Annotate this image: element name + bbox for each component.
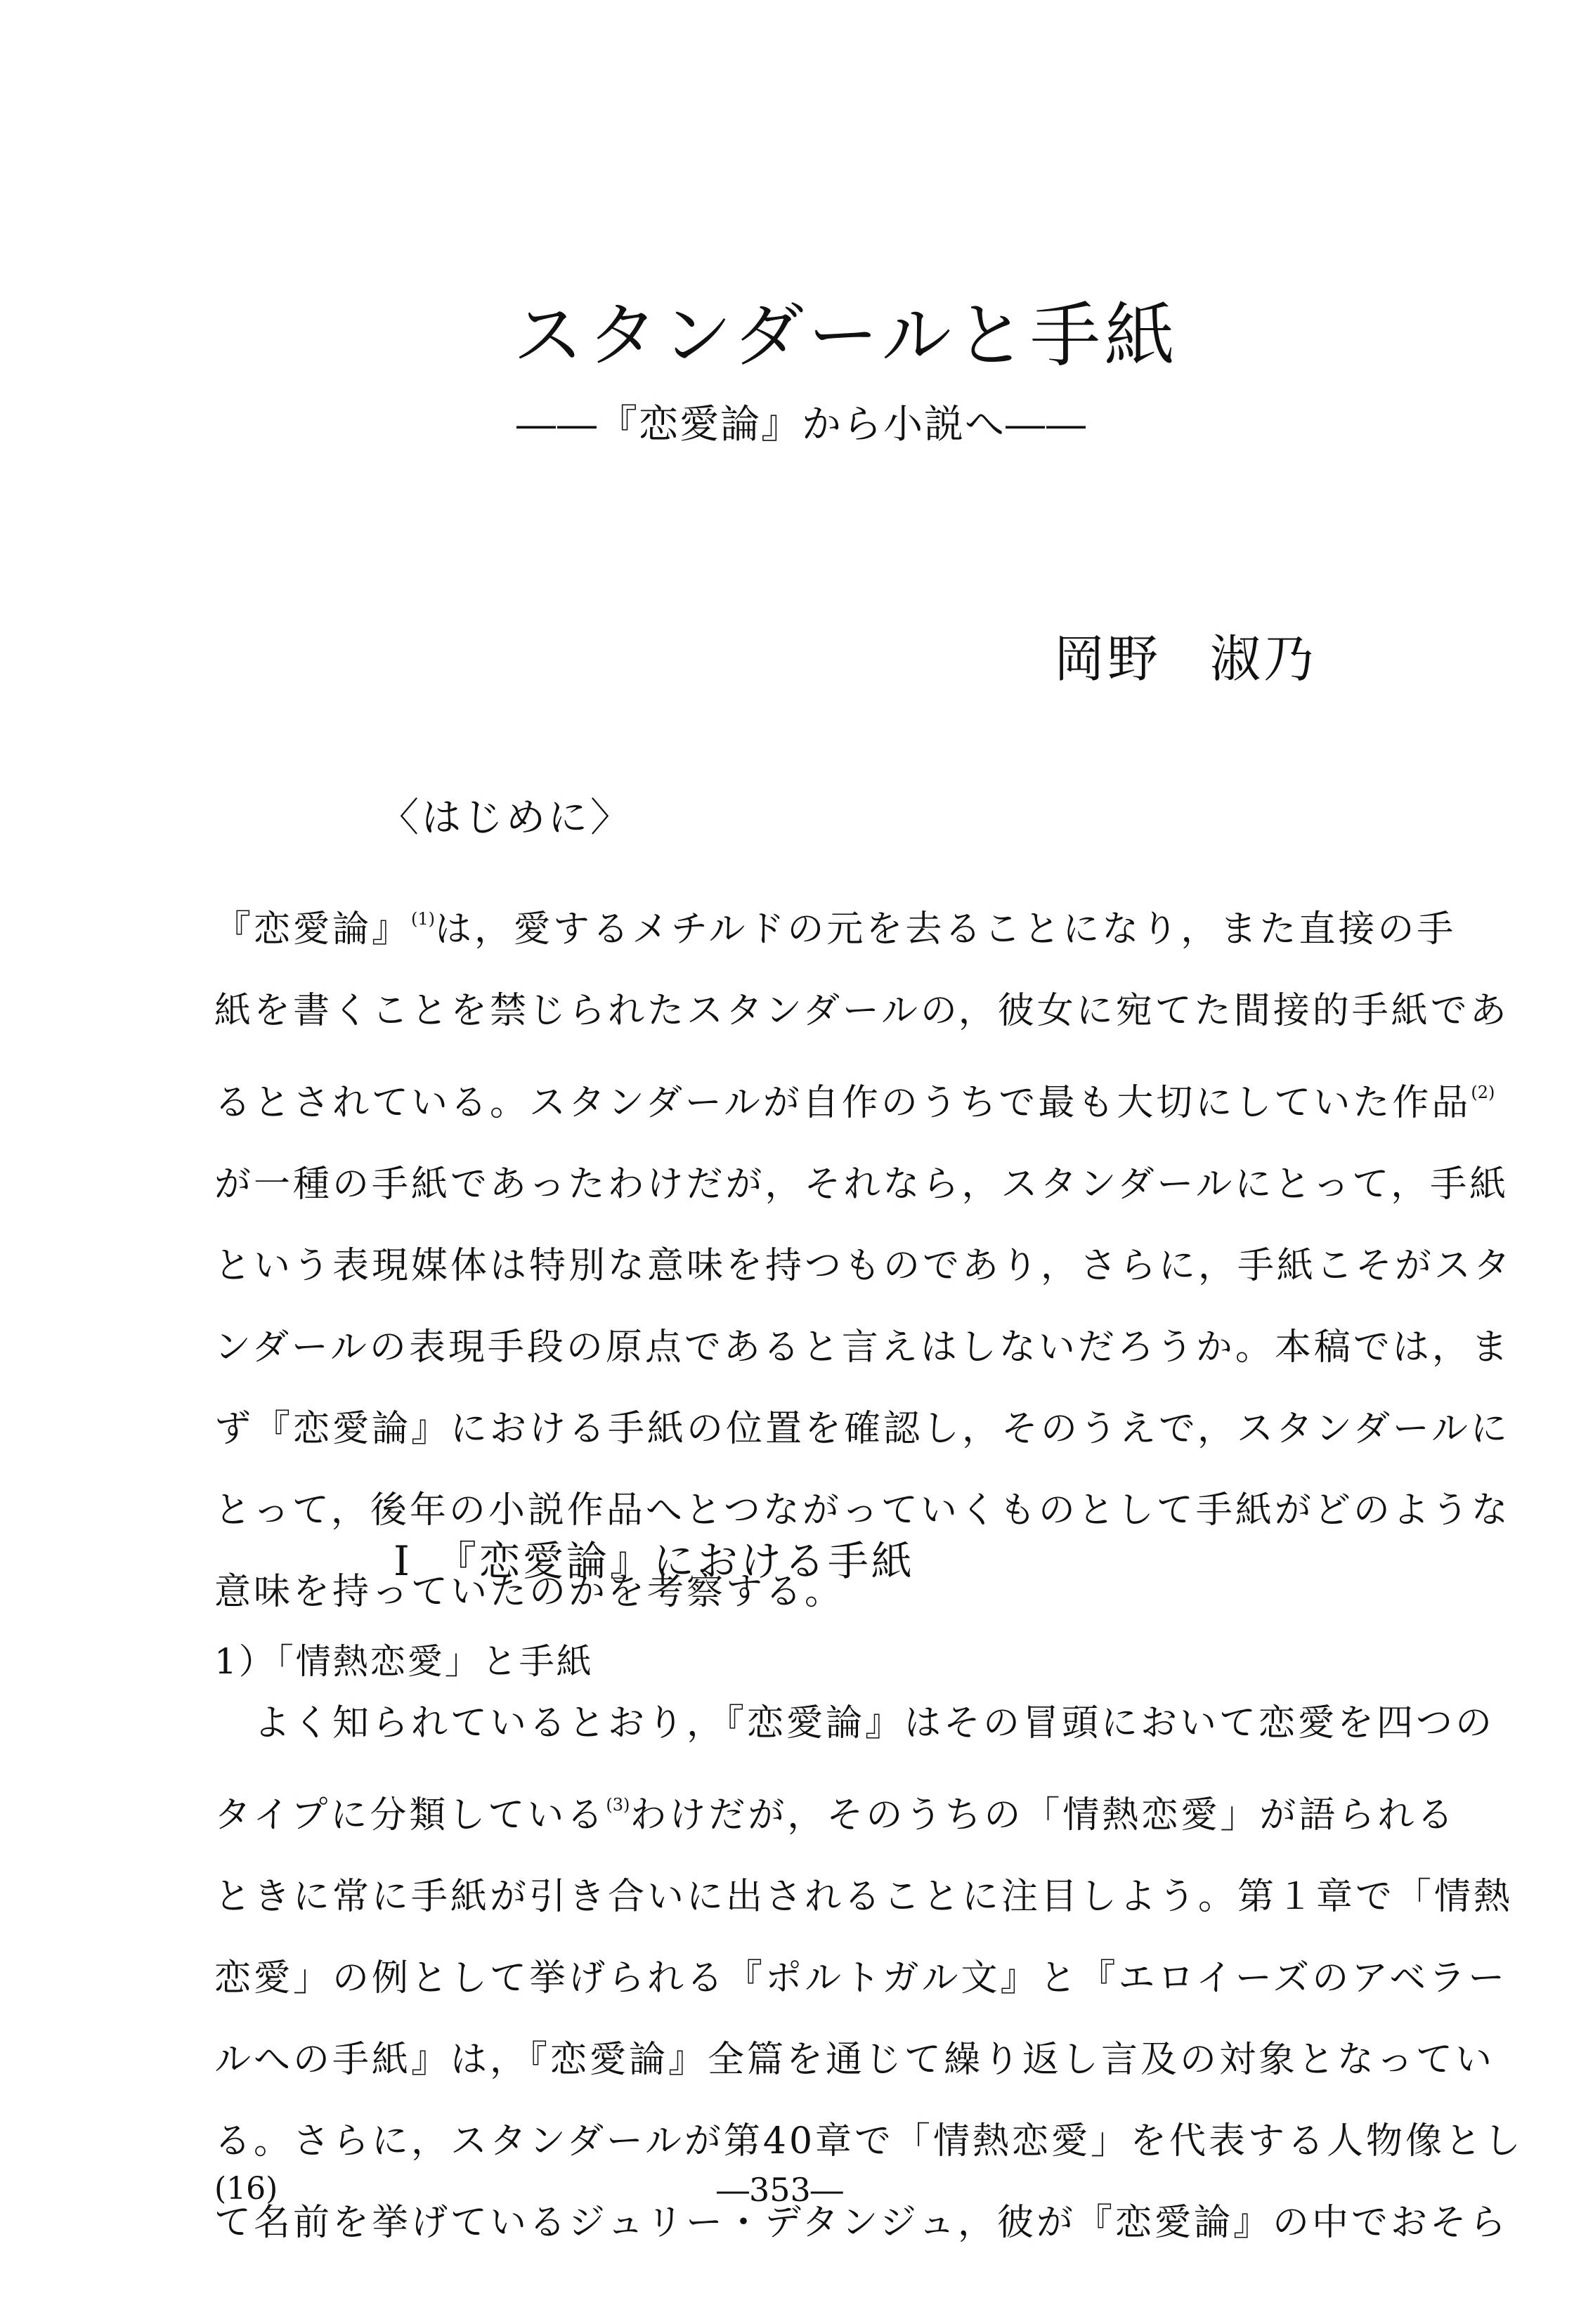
text-line	[214, 1052, 1495, 1144]
footer-center-page-number: ―353―	[717, 2171, 843, 2209]
footnote-marker[interactable]: (2)	[1471, 1083, 1495, 1102]
section-heading: Ⅰ 『恋愛論』における手紙	[393, 1537, 915, 1585]
text-line	[214, 1388, 1510, 1470]
line-text: とって，後年の小説作品へとつながっていくものとして手紙がどのような	[214, 1489, 1511, 1532]
line-text: 意味を持っていたのかを考察する。	[214, 1571, 845, 1613]
text-line	[214, 1764, 1457, 1856]
text-line	[214, 1938, 1508, 2019]
intro-paragraph	[214, 878, 1514, 1633]
line-text: 紙を書くことを禁じられたスタンダールの，彼女に宛てた間接的手紙であ	[214, 990, 1509, 1032]
line-text: 『恋愛論』	[214, 908, 412, 951]
text-line	[214, 1307, 1511, 1388]
subsection-heading: 1）「情熱恋愛」と手紙	[214, 1641, 594, 1682]
footnote-marker[interactable]: (1)	[411, 909, 436, 929]
text-line	[214, 2101, 1524, 2182]
line-text: て名前を挙げているジュリー・デタンジュ，彼が『恋愛論』の中でおそら	[214, 2202, 1509, 2244]
line-text: わけだが，そのうちの「情熱恋愛」が語られる	[630, 1794, 1457, 1836]
line-text: よく知られているとおり，『恋愛論』はその冒頭において恋愛を四つの	[254, 1702, 1495, 1744]
text-line	[214, 878, 1457, 970]
line-text: ルへの手紙』は，『恋愛論』全篇を通じて繰り返し言及の対象となってい	[214, 2039, 1495, 2081]
intro-heading: 〈はじめに〉	[379, 795, 632, 841]
paper-title: スタンダールと手紙	[513, 294, 1179, 377]
text-line	[214, 1683, 1495, 1764]
line-text: ときに常に手紙が引き合いに出されることに注目しよう。第１章で「情熱	[214, 1876, 1514, 1918]
author-name	[1054, 618, 1317, 691]
line-text: る。さらに，スタンダールが第40章で「情熱恋愛」を代表する人物像とし	[214, 2120, 1524, 2162]
paper-subtitle: ――『恋愛論』から小説へ――	[516, 402, 1087, 448]
line-text: 恋愛」の例として挙げられる『ポルトガル文』と『エロイーズのアベラー	[214, 1957, 1508, 1999]
author-given-name: 淑乃	[1210, 629, 1318, 688]
line-text: ず『恋愛論』における手紙の位置を確認し，そのうえで，スタンダールに	[214, 1408, 1510, 1450]
line-text: タイプに分類している	[214, 1794, 606, 1836]
line-text: という表現媒体は特別な意味を持つものであり，さらに，手紙こそがスタ	[214, 1245, 1514, 1287]
text-line	[214, 1144, 1509, 1225]
text-line	[214, 1856, 1514, 1938]
line-text: ンダールの表現手段の原点であると言えはしないだろうか。本稿では，ま	[214, 1326, 1511, 1369]
line-text: るとされている。スタンダールが自作のうちで最も大切にしていた作品	[214, 1082, 1471, 1124]
footer-left-page-number: (16)	[214, 2171, 278, 2207]
text-line	[214, 970, 1509, 1052]
footnote-marker[interactable]: (3)	[606, 1795, 630, 1815]
text-line	[214, 2019, 1495, 2101]
text-line	[214, 1225, 1514, 1307]
line-text: は，愛するメチルドの元を去ることになり，また直接の手	[435, 908, 1457, 951]
author-family-name: 岡野	[1054, 629, 1162, 688]
line-text: が一種の手紙であったわけだが，それなら，スタンダールにとって，手紙	[214, 1163, 1509, 1206]
